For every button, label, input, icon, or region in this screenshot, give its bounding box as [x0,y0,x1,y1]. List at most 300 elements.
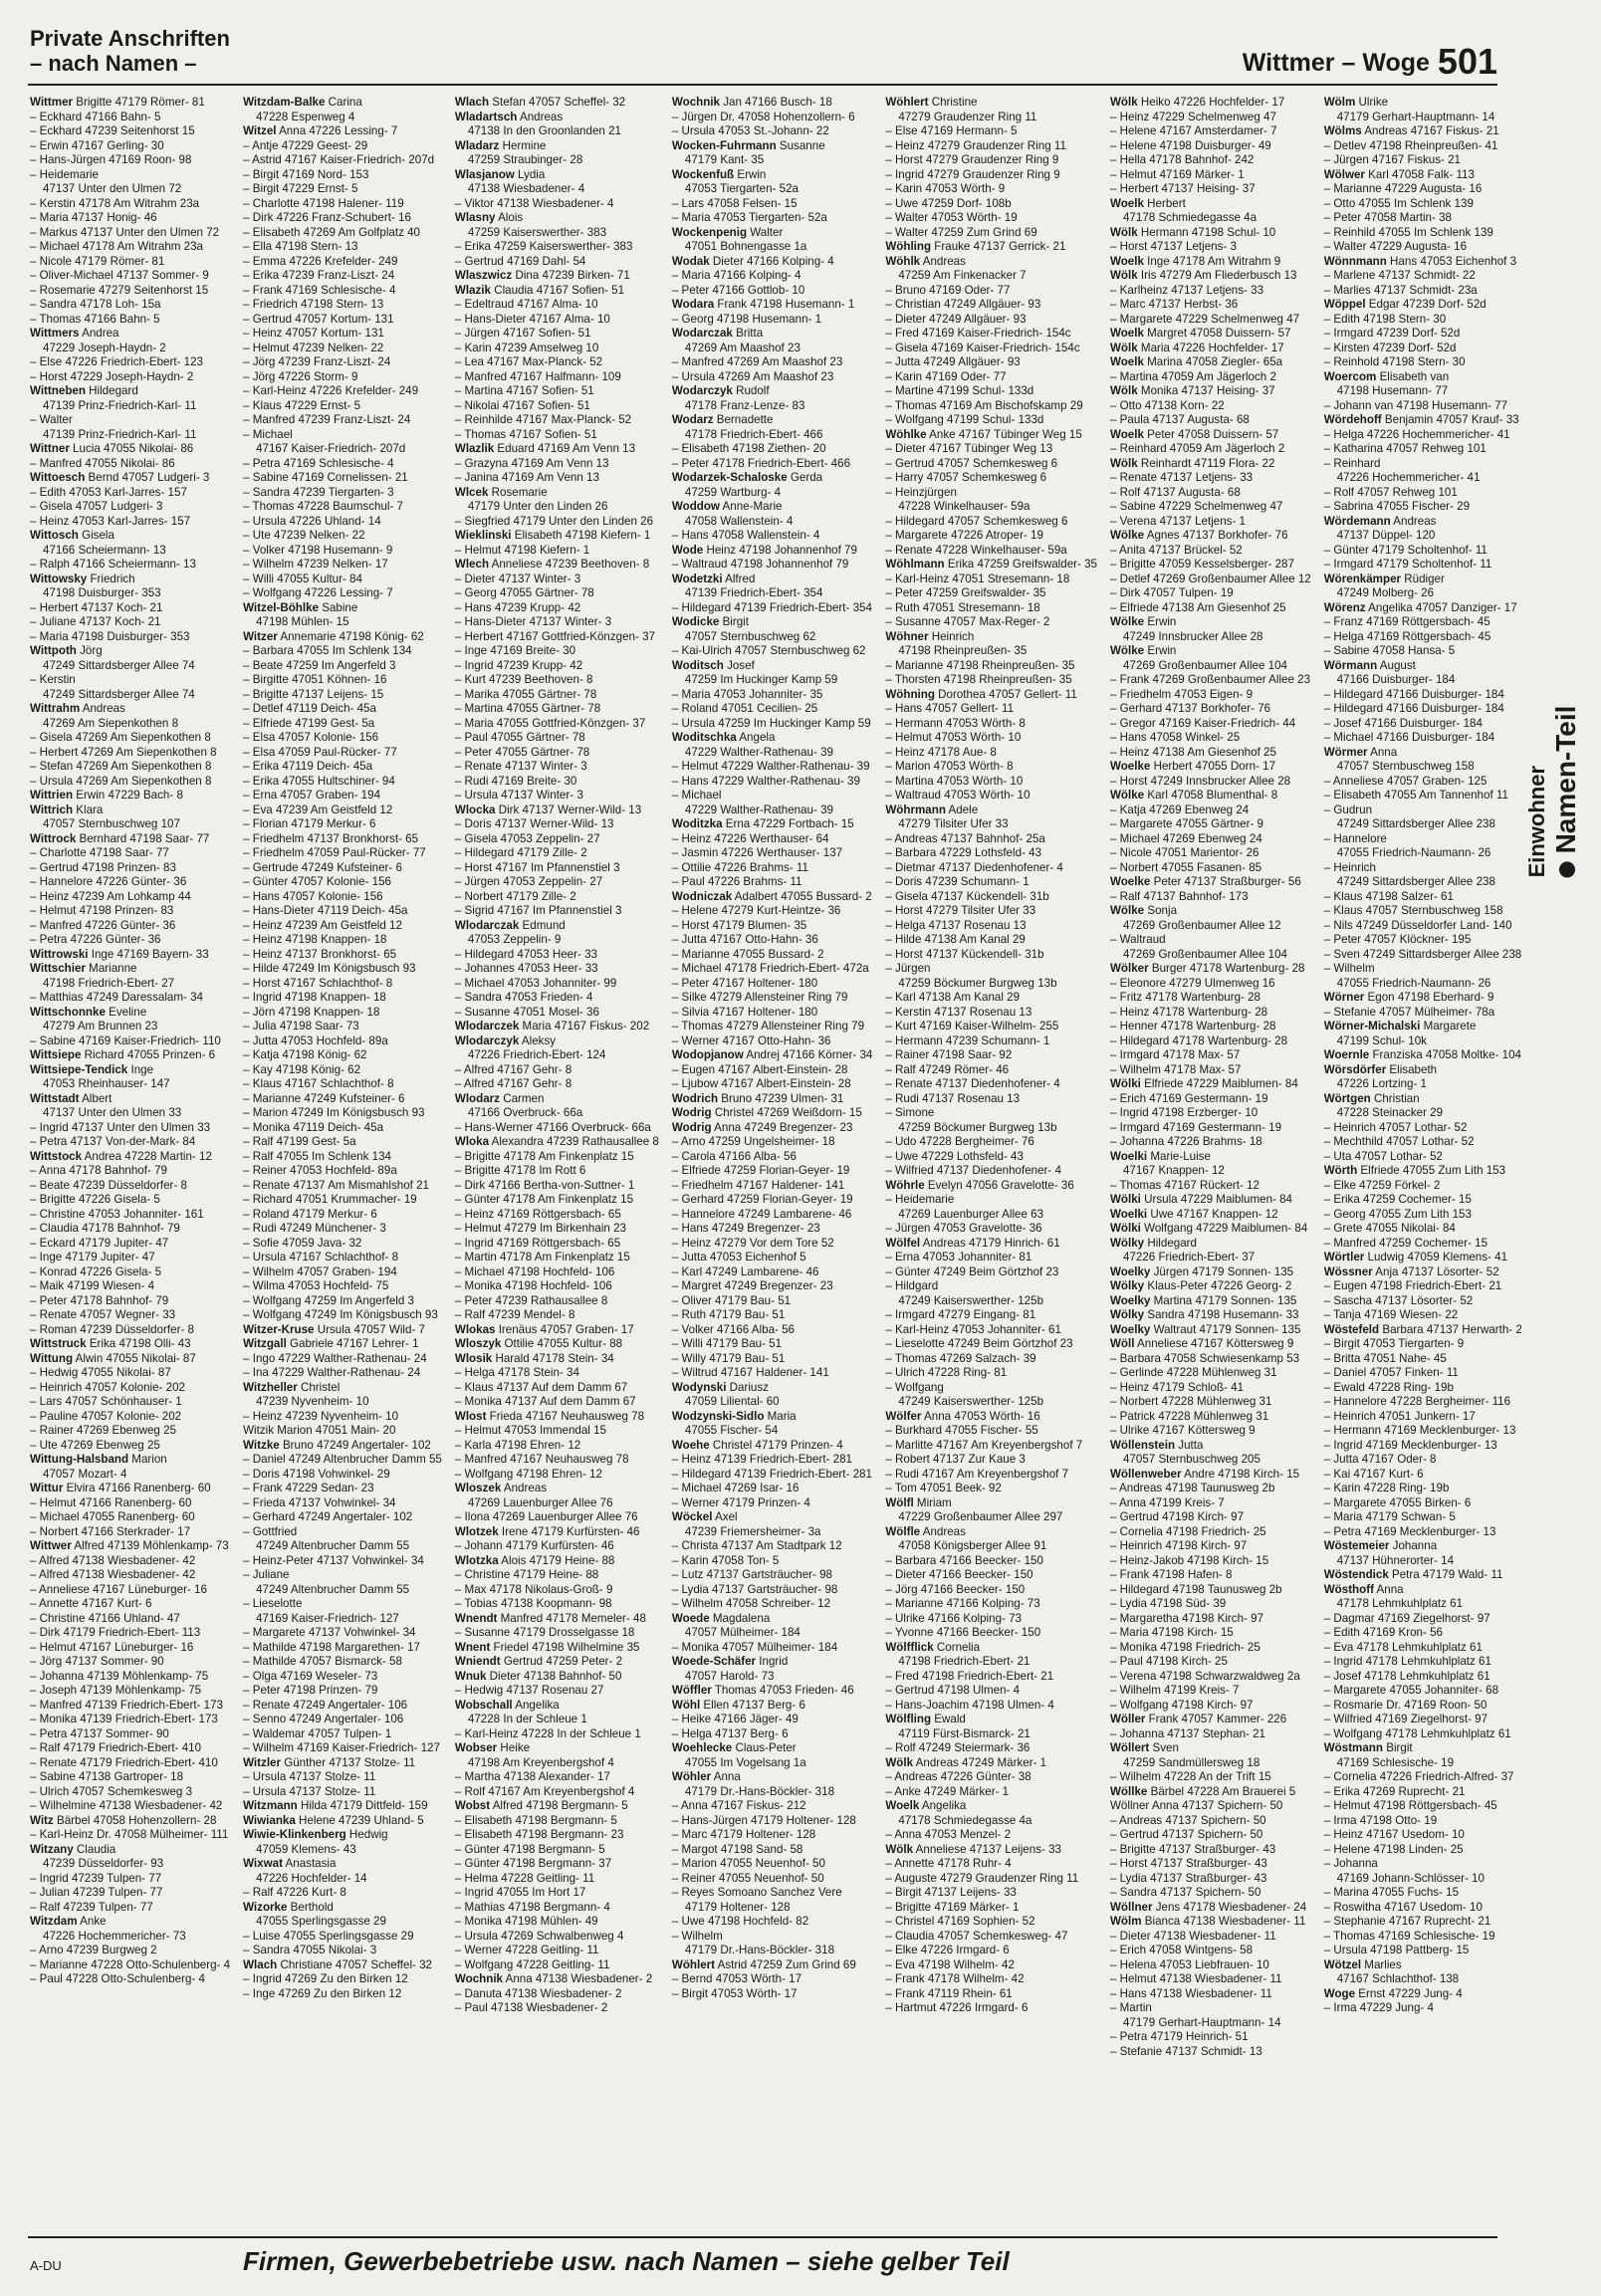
listing-entry: – Herbert 47167 Gottfried-Könzgen- 37 [454,629,655,643]
listing-entry: – Ljubow 47167 Albert-Einstein- 28 [671,1077,851,1090]
listing-entry: – Brigitte 47059 Kesselsberger- 287 [1109,558,1294,571]
listing-entry: – Helena 47053 Liebfrauen- 10 [1109,1957,1269,1971]
listing-entry: – Ingrid 47269 Zu den Birken 12 [243,1972,408,1985]
listing-entry-surname: Wlosik Harald 47178 Stein- 34 [454,1351,614,1365]
listing-entry: – Maria 47179 Schwan- 5 [1323,1510,1456,1523]
listing-entry: – Michael 47053 Johanniter- 99 [454,976,617,990]
listing-entry-surname: Wöller Frank 47057 Kammer- 226 [1109,1713,1287,1725]
listing-columns [30,96,1522,2224]
listing-entry: – Doris 47198 Vohwinkel- 29 [243,1467,390,1481]
listing-entry: – Robert 47137 Zur Kaue 3 [885,1453,1026,1466]
listing-entry-surname: Wodynski Dariusz [671,1380,769,1394]
listing-entry: – Nicole 47051 Marientor- 26 [1109,846,1259,859]
listing-entry: 47249 Altenbrucher Damm 55 [256,1539,410,1552]
listing-entry: – Brigitte 47226 Gisela- 5 [30,1193,160,1206]
listing-entry-surname: Woelke Peter 47137 Straßburger- 56 [1109,875,1301,888]
listing-entry: – Manfred 47269 Am Maashof 23 [671,355,843,368]
listing-entry-surname: Wnent Friedel 47198 Wilhelmine 35 [454,1640,640,1654]
listing-entry: – Helga 47137 Berg- 6 [671,1726,789,1740]
listing-entry: – Frank 47269 Großenbaumer Allee 23 [1109,673,1311,686]
listing-entry: – Heike 47166 Jäger- 49 [671,1713,799,1725]
listing-entry: – Monika 47198 Mühlen- 49 [454,1915,598,1928]
listing-entry: – Hannelore 47249 Lambarene- 46 [671,1207,852,1221]
listing-entry-surname: Wölke Erwin [1109,644,1177,657]
listing-entry: – Michael 47178 Am Witrahm 23a [30,240,203,253]
listing-column [672,96,872,2224]
listing-column [455,96,659,2224]
listing-entry: 47269 Großenbaumer Allee 104 [1122,658,1287,672]
listing-entry: – Oliver 47179 Bau- 51 [671,1293,792,1307]
listing-entry: – Karin 47239 Amselweg 10 [454,341,599,354]
listing-entry: 47239 Friemersheimer- 3a [684,1524,821,1538]
listing-entry: – Hans 47138 Wiesbadener- 11 [1109,1986,1272,2000]
listing-entry-surname: Wodarczak Britta [671,327,764,340]
listing-entry: 47269 Großenbaumer Allee 12 [1122,918,1281,932]
listing-entry: 47059 Liliental- 60 [684,1395,780,1408]
listing-entry: 47055 Friedrich-Naumann- 26 [1336,846,1491,859]
listing-entry: – Ursula 47167 Schlachthof- 8 [243,1251,399,1263]
listing-entry: – Marianne 47228 Otto-Schulenberg- 4 [30,1957,231,1971]
listing-entry-surname: Wölky Klaus-Peter 47226 Georg- 2 [1109,1279,1292,1292]
listing-entry: – Ulrike 47167 Köttersweg 9 [1109,1424,1256,1437]
listing-entry: – Horst 47279 Tilsiter Ufer 33 [885,904,1036,917]
listing-entry: – Thomas 47167 Sofien- 51 [454,427,597,441]
listing-entry: – Bernd 47053 Wörth- 17 [671,1972,802,1985]
listing-entry: – Kai-Ulrich 47057 Sternbuschweg 62 [671,644,866,657]
listing-entry: – Wolfgang 47198 Kirch- 97 [1109,1698,1254,1712]
listing-entry: – Ina 47229 Walther-Rathenau- 24 [243,1366,421,1379]
listing-entry-surname: Wnuk Dieter 47138 Bahnhof- 50 [454,1669,622,1683]
listing-entry: – Anna 47199 Kreis- 7 [1109,1495,1225,1509]
listing-entry-surname: Wittrich Klara [30,803,104,816]
listing-entry-surname: Wittur Elvira 47166 Ranenberg- 60 [30,1482,211,1494]
listing-entry: – Martina 47053 Wörth- 10 [885,774,1024,788]
listing-entry: – Susanne 47179 Drosselgasse 18 [454,1626,635,1639]
listing-entry-surname: Woelki Uwe 47167 Knappen- 12 [1109,1207,1278,1221]
listing-entry: – Gertrud 47057 Kortum- 131 [243,312,394,326]
listing-entry-surname: Wockenpenig Walter [671,225,784,239]
listing-entry: – Ralf 47249 Römer- 46 [885,1062,1010,1076]
listing-entry-surname: Wodarz Bernadette [671,413,774,426]
listing-entry: – Ingrid 47198 Erzberger- 10 [1109,1106,1258,1119]
listing-entry: 47269 Großenbaumer Allee 104 [1122,947,1287,961]
listing-entry: 47249 Sittardsberger Allee 74 [43,687,195,701]
listing-entry: – Ulrike 47166 Kolping- 73 [885,1611,1022,1625]
listing-entry: – Frank 47229 Sedan- 23 [243,1482,374,1494]
listing-entry: – Irmgard 47179 Scholtenhof- 11 [1323,558,1492,571]
listing-entry: – Elfriede 47199 Gest- 5a [243,716,375,730]
listing-entry: 47166 Scheiermann- 13 [43,543,166,557]
listing-entry: – Karin 47228 Ring- 19b [1323,1482,1450,1494]
listing-entry: 47139 Prinz-Friedrich-Karl- 11 [43,398,197,412]
listing-entry-surname: Woelk Peter 47058 Duissern- 57 [1109,427,1279,441]
listing-entry: – Hildegard 47179 Zille- 2 [454,846,587,859]
section-tab-line2: Namen-Teil [1550,705,1581,854]
listing-entry: – Wilhelm 47058 Schreiber- 12 [671,1597,831,1610]
listing-entry: 47179 Gerhart-Hauptmann- 14 [1336,110,1495,123]
listing-entry: 47057 Sternbuschweg 107 [43,817,180,830]
listing-entry: – Hans 47239 Krupp- 42 [454,600,581,614]
listing-entry: 47249 Innsbrucker Allee 28 [1122,629,1263,643]
listing-entry: – Wiltrud 47167 Haldener- 141 [671,1366,829,1379]
listing-entry: – Rudi 47137 Rosenau 13 [885,1091,1021,1105]
listing-entry: – Ursula 47269 Am Siepenkothen 8 [30,774,212,788]
listing-entry: – Paula 47137 Augusta- 68 [1109,413,1250,426]
listing-entry: – Olga 47169 Weseler- 73 [243,1669,378,1683]
listing-entry: – Klaus 47137 Auf dem Damm 67 [454,1380,628,1394]
listing-entry-surname: Wlasny Alois [454,211,524,224]
listing-entry: – Lydia 47137 Straßburger- 43 [1109,1871,1267,1885]
listing-entry-surname: Wlodarczak Edmund [454,918,566,932]
listing-entry: – Kai 47167 Kurt- 6 [1323,1467,1424,1481]
listing-entry: – Bruno 47169 Oder- 77 [885,283,1011,297]
listing-entry: – Brigitte 47137 Leijens- 15 [243,687,384,701]
listing-entry: – Uwe 47259 Dorf- 108b [885,196,1012,210]
listing-entry: 47057 Harold- 73 [684,1669,775,1683]
listing-entry: – Hans-Jürgen 47169 Roon- 98 [30,153,192,166]
listing-entry: – Heinz 47057 Kortum- 131 [243,327,384,340]
listing-entry-surname: Wöhning Dorothea 47057 Gellert- 11 [885,687,1077,701]
listing-entry: – Willy 47179 Bau- 51 [671,1351,786,1365]
listing-entry-surname: Wöckel Axel [671,1510,738,1523]
listing-entry: – Dagmar 47169 Ziegelhorst- 97 [1323,1611,1490,1625]
listing-entry: 47179 Kant- 35 [684,153,765,166]
listing-entry: – Ella 47198 Stern- 13 [243,240,358,253]
listing-entry: – Rosemarie 47279 Seitenhorst 15 [30,283,209,297]
listing-entry: – Helga 47169 Röttgersbach- 45 [1323,629,1491,643]
listing-entry: – Hannelore 47228 Bergheimer- 116 [1323,1395,1511,1408]
listing-entry-surname: Wodara Frank 47198 Husemann- 1 [671,298,855,311]
listing-entry-surname: Wodarzek-Schaloske Gerda [671,471,823,484]
listing-entry: – Arno 47239 Burgweg 2 [30,1944,157,1956]
listing-entry: – Wilhelm 47178 Max- 57 [1109,1062,1242,1076]
listing-column [1324,96,1522,2224]
listing-entry: – Marianne 47166 Kolping- 73 [885,1597,1040,1610]
listing-entry: 47269 Am Maashof 23 [684,341,800,354]
listing-entry: – Helmut 47053 Immendal 15 [454,1424,606,1437]
listing-entry: – Martin 47178 Am Finkenplatz 15 [454,1251,630,1263]
listing-entry-surname: Wittung-Halsband Marion [30,1453,167,1466]
listing-entry: – Georg 47055 Gärtner- 78 [454,586,594,599]
listing-entry: – Erika 47119 Deich- 45a [243,760,373,773]
listing-entry-surname: Wörmann August [1323,658,1416,672]
listing-entry: 47226 Lortzing- 1 [1336,1077,1427,1090]
listing-entry: – Jürgen 47053 Zeppelin- 27 [454,875,603,888]
listing-entry: – Hildegard 47053 Heer- 33 [454,947,597,961]
listing-entry: – Helene 47167 Amsterdamer- 7 [1109,124,1277,137]
listing-entry: – Marianne 47198 Rheinpreußen- 35 [885,658,1075,672]
listing-entry: – Kurt 47239 Beethoven- 8 [454,673,593,686]
listing-entry-surname: Wodzynski-Sidlo Maria [671,1409,797,1423]
listing-entry: 47228 Espenweg 4 [256,110,355,123]
listing-entry: – Birgitte 47051 Köhnen- 16 [243,673,387,686]
listing-entry: – Reinhilde 47167 Max-Planck- 52 [454,413,632,426]
listing-entry: – Edith 47198 Stern- 30 [1323,312,1447,326]
listing-entry: – Detlef 47119 Deich- 45a [243,702,376,715]
listing-entry: – Friedhelm 47053 Eigen- 9 [1109,687,1254,701]
listing-entry: – Irmgard 47169 Gestermann- 19 [1109,1120,1282,1134]
listing-entry: – Wolfgang 47226 Lessing- 7 [243,586,393,599]
listing-entry: – Sandra 47239 Tiergarten- 3 [243,485,394,499]
listing-entry-surname: Wittsiepe Richard 47055 Prinzen- 6 [30,1048,216,1061]
listing-column [243,96,442,2224]
listing-entry: 47198 Duisburger- 353 [43,586,161,599]
listing-entry: – Helmut 47166 Ranenberg- 60 [30,1495,192,1509]
listing-entry: – Klaus 47057 Sternbuschweg 158 [1323,904,1503,917]
listing-entry-surname: Wölk Monika 47137 Heising- 37 [1109,384,1275,397]
listing-entry: – Claudia 47178 Bahnhof- 79 [30,1222,180,1235]
listing-entry-surname: Wölki Elfriede 47229 Maiblumen- 84 [1109,1077,1298,1090]
listing-entry-surname: Wittner Lucia 47055 Nikolai- 86 [30,442,194,455]
listing-entry-surname: Woercom Elisabeth van [1323,369,1450,383]
listing-entry: – Birgit 47053 Tiergarten- 9 [1323,1337,1465,1350]
listing-entry-surname: Witzany Claudia [30,1842,116,1856]
listing-entry: 47167 Kaiser-Friedrich- 207d [256,442,406,455]
listing-column [30,96,230,2224]
listing-entry: – Gisela 47269 Am Siepenkothen 8 [30,731,211,744]
listing-entry: – Tom 47051 Beek- 92 [885,1482,1002,1494]
listing-entry: – Anita 47137 Brückel- 52 [1109,543,1243,557]
listing-entry: – Ursula 47259 Im Huckinger Kamp 59 [671,716,871,730]
listing-entry: – Renate 47249 Angertaler- 106 [243,1698,408,1712]
listing-entry: – Stefanie 47057 Mülheimer- 78a [1323,1005,1495,1019]
listing-entry: – Irmgard 47279 Eingang- 81 [885,1308,1036,1321]
listing-entry: 47055 Friedrich-Naumann- 26 [1336,976,1491,990]
listing-entry-surname: Wöstefeld Barbara 47137 Herwarth- 2 [1323,1322,1522,1336]
listing-entry: 47198 Am Kreyenbergshof 4 [467,1755,614,1769]
listing-entry-surname: Wölk Iris 47279 Am Fliederbusch 13 [1109,269,1297,282]
listing-entry: – Fred 47198 Friedrich-Ebert- 21 [885,1669,1054,1683]
listing-entry: 47179 Dr.-Hans-Böckler- 318 [684,1944,835,1956]
listing-entry: – Janina 47169 Am Venn 13 [454,471,599,484]
listing-entry-surname: Wöhlk Andreas [885,254,966,268]
listing-entry: – Ursula 47269 Schwalbenweg 4 [454,1929,624,1943]
listing-entry: – Andreas 47137 Bahnhof- 25a [885,831,1045,845]
listing-entry: – Hilde 47249 Im Königsbusch 93 [243,962,416,975]
listing-entry: – Elsa 47057 Kolonie- 156 [243,731,379,744]
listing-entry: – Günter 47249 Beim Görtzhof 23 [885,1264,1059,1278]
listing-entry: – Thomas 47269 Salzach- 39 [885,1351,1036,1365]
listing-entry: – Günter 47179 Scholtenhof- 11 [1323,543,1487,557]
listing-entry: – Patrick 47228 Mühlenweg 31 [1109,1409,1269,1423]
listing-entry: – Elisabeth 47269 Am Golfplatz 40 [243,225,420,239]
listing-entry: – Heinzjürgen [885,485,957,499]
listing-entry: – Helmut 47198 Prinzen- 83 [30,904,174,917]
listing-entry: – Julia 47198 Saar- 73 [243,1020,359,1033]
listing-entry: – Reinhild 47055 Im Schlenk 139 [1323,225,1493,239]
listing-entry-surname: Wölfel Andreas 47179 Hinrich- 61 [885,1236,1060,1250]
listing-entry: – Verena 47137 Letjens- 1 [1109,514,1246,528]
listing-entry: 47179 Unter den Linden 26 [467,500,608,513]
listing-entry: – Juliane [243,1568,290,1581]
listing-entry: – Erika 47259 Cochemer- 15 [1323,1193,1472,1206]
listing-entry-surname: Wörner Egon 47198 Eberhard- 9 [1323,991,1494,1004]
listing-entry: – Karin 47053 Wörth- 9 [885,182,1006,195]
listing-entry: 47279 Tilsiter Ufer 33 [898,817,1009,830]
listing-entry-surname: Wobschall Angelika [454,1698,560,1712]
listing-column [1110,96,1311,2224]
listing-entry: – Erika 47269 Ruprecht- 21 [1323,1784,1466,1798]
listing-entry: – Marianne 47249 Kufsteiner- 6 [243,1091,405,1105]
listing-entry: – Heinz 47179 Schloß- 41 [1109,1380,1245,1394]
listing-entry: 47137 Unter den Ulmen 33 [43,1106,182,1119]
listing-entry: – Gisela 47057 Ludgeri- 3 [30,500,163,513]
listing-entry: – Peter 47239 Rathausallee 8 [454,1293,608,1307]
listing-entry: – Rolf 47057 Rehweg 101 [1323,485,1458,499]
listing-entry: – Juliane 47137 Koch- 21 [30,615,161,628]
listing-entry: 47259 Kaiserswerther- 383 [467,225,607,239]
listing-entry: 47138 In den Groonlanden 21 [467,124,621,137]
listing-entry: – Sabine 47058 Hansa- 5 [1323,644,1456,657]
listing-entry: – Martina 47167 Sofien- 51 [454,384,594,397]
listing-entry-surname: Witzer-Kruse Ursula 47057 Wild- 7 [243,1322,425,1336]
listing-entry: – Rosmarie Dr. 47169 Roon- 50 [1323,1698,1487,1712]
listing-entry: – Susanne 47051 Mosel- 36 [454,1005,599,1019]
listing-entry: – Jutta 47249 Allgäuer- 93 [885,355,1021,368]
listing-entry: – Ingrid 47198 Knappen- 18 [243,991,386,1004]
listing-entry: – Ursula 47226 Uhland- 14 [243,514,381,528]
listing-entry-surname: Wöffler Thomas 47053 Frieden- 46 [671,1684,854,1697]
listing-entry-surname: Wlazlik Eduard 47169 Am Venn 13 [454,442,636,455]
listing-entry: – Susanne 47057 Max-Reger- 2 [885,615,1050,628]
listing-entry: – Karl-Heinz Dr. 47058 Mülheimer- 111 [30,1828,229,1841]
listing-entry: – Annette 47178 Ruhr- 4 [885,1857,1012,1870]
listing-entry: 47169 Schlesische- 19 [1336,1755,1455,1769]
listing-entry-surname: Wittstadt Albert [30,1091,113,1105]
listing-entry: – Luise 47055 Sperlingsgasse 29 [243,1929,414,1943]
listing-entry-surname: Wöhrmann Adele [885,803,979,816]
listing-entry: – Sandra 47137 Spichern- 50 [1109,1886,1261,1899]
listing-entry: – Marlitte 47167 Am Kreyenbergshof 7 [885,1438,1083,1452]
listing-entry: – Gertrud 47057 Schemkesweg 6 [885,456,1058,470]
listing-entry: – Erika 47239 Franz-Liszt- 24 [243,269,395,282]
listing-entry: – Jörg 47137 Sommer- 90 [30,1655,164,1668]
listing-entry: – Hilde 47138 Am Kanal 29 [885,933,1026,946]
listing-entry: 47178 Lehmkuhlplatz 61 [1336,1597,1464,1610]
listing-entry-surname: Wlcek Rosemarie [454,485,548,499]
listing-entry-surname: Witzgall Gabriele 47167 Lehrer- 1 [243,1337,419,1350]
listing-entry-surname: Woelky Jürgen 47179 Sonnen- 135 [1109,1264,1294,1278]
listing-entry: – Heinz 47239 Am Geistfeld 12 [243,918,402,932]
listing-entry: – Wolfgang [885,1380,944,1394]
listing-entry: 47259 Sandmüllersweg 18 [1122,1755,1260,1769]
listing-entry: – Horst 47137 Kückendell- 31b [885,947,1044,961]
listing-entry: – Horst 47249 Innsbrucker Allee 28 [1109,774,1291,788]
listing-entry: – Willi 47055 Kultur- 84 [243,572,362,585]
listing-entry-surname: Wölfflick Cornelia [885,1640,981,1654]
directory-title [30,26,230,76]
listing-entry-surname: Woelk Angelika [885,1799,967,1812]
listing-entry: – Ursula 47198 Pattberg- 15 [1323,1944,1470,1956]
listing-entry: – Ulrich 47228 Ring- 81 [885,1366,1008,1379]
listing-entry: – Elfriede 47138 Am Giesenhof 25 [1109,600,1286,614]
listing-entry: – Johanna 47139 Möhlenkamp- 75 [30,1669,209,1683]
listing-entry: – Waldemar 47057 Tulpen- 1 [243,1726,392,1740]
listing-entry: – Jörn 47198 Knappen- 18 [243,1005,380,1019]
listing-entry-surname: Wölky Hildegard [1109,1236,1197,1250]
listing-entry: – Jutta 47167 Otto-Hahn- 36 [671,933,818,946]
listing-entry: – Hans 47229 Walther-Rathenau- 39 [671,774,860,788]
listing-entry: – Detlev 47198 Rheinpreußen- 41 [1323,138,1498,152]
listing-entry: – Manfred 47259 Cochemer- 15 [1323,1236,1488,1250]
footer-rule [28,2236,1497,2238]
listing-entry-surname: Wittrock Bernhard 47198 Saar- 77 [30,831,210,845]
listing-entry: – Karl 47138 Am Kanal 29 [885,991,1021,1004]
listing-entry: – Anke 47249 Märker- 1 [885,1784,1010,1798]
listing-entry-surname: Wnendt Manfred 47178 Memeler- 48 [454,1611,646,1625]
listing-entry: – Jutta 47053 Hochfeld- 89a [243,1033,388,1047]
listing-entry: – Rolf 47167 Am Kreyenbergshof 4 [454,1784,635,1798]
listing-entry-surname: Woditschka Angela [671,731,776,744]
listing-entry: – Waltraud 47053 Wörth- 10 [885,789,1030,802]
listing-entry: 47226 Hochemmericher- 73 [43,1929,186,1943]
listing-entry-surname: Wloka Alexandra 47239 Rathausallee 8 [454,1135,659,1148]
listing-entry: – Michael [243,427,293,441]
listing-entry: – Lars 47058 Felsen- 15 [671,196,798,210]
listing-entry: – Christian 47249 Allgäuer- 93 [885,298,1041,311]
listing-entry-surname: Wittmers Andrea [30,327,119,340]
listing-entry: – Joseph 47139 Möhlenkamp- 75 [30,1684,202,1697]
listing-entry: – Marina 47055 Fuchs- 15 [1323,1886,1460,1899]
listing-entry: – Alfred 47138 Wiesbadener- 42 [30,1568,196,1581]
listing-entry: – Petra 47137 Von-der-Mark- 84 [30,1135,196,1148]
listing-entry: – Heidemarie [30,167,99,181]
listing-entry: – Marika 47055 Gärtner- 78 [454,687,597,701]
listing-entry: 47249 Sittardsberger Allee 238 [1336,875,1495,888]
listing-entry: – Helmut 47279 Im Birkenhain 23 [454,1222,626,1235]
listing-entry: – Brigitte 47178 Am Finkenplatz 15 [454,1149,634,1163]
listing-entry: – Martina 47055 Gärtner- 78 [454,702,601,715]
listing-entry: – Peter 47166 Gottlob- 10 [671,283,805,297]
listing-entry: – Maria 47198 Duisburger- 353 [30,629,190,643]
listing-entry: – Erna 47053 Johanniter- 81 [885,1251,1032,1263]
listing-entry: – Anna 47167 Fiskus- 212 [671,1799,806,1812]
listing-entry: – Barbara 47058 Schwiesenkamp 53 [1109,1351,1300,1365]
listing-entry: – Max 47178 Nikolaus-Groß- 9 [454,1582,613,1596]
listing-entry: – Wilhelm 47199 Kreis- 7 [1109,1684,1240,1697]
listing-entry: – Frank 47198 Hafen- 8 [1109,1568,1233,1581]
listing-entry: – Kerstin 47137 Rosenau 13 [885,1005,1032,1019]
listing-entry: – Manfred 47226 Günter- 36 [30,918,176,932]
listing-entry: – Horst 47137 Letjens- 3 [1109,240,1237,253]
listing-entry: – Matthias 47249 Daressalam- 34 [30,991,203,1004]
listing-entry: – Dieter 47249 Allgäuer- 93 [885,312,1027,326]
listing-entry: – Dieter 47166 Beecker- 150 [885,1568,1033,1581]
listing-entry: – Cornelia 47198 Friedrich- 25 [1109,1524,1266,1538]
listing-entry: – Roland 47051 Cecilien- 25 [671,702,818,715]
listing-entry-surname: Wölfl Miriam [885,1495,952,1509]
listing-entry: 47226 Friedrich-Ebert- 124 [467,1048,606,1061]
listing-entry: – Josef 47166 Duisburger- 184 [1323,716,1483,730]
listing-entry: – Senno 47249 Angertaler- 106 [243,1713,404,1725]
listing-entry: – Heinz 47053 Karl-Jarres- 157 [30,514,191,528]
listing-entry: – Frank 47119 Rhein- 61 [885,1986,1013,2000]
listing-entry: – Gottfried [243,1524,298,1538]
listing-entry: – Elfriede 47259 Florian-Geyer- 19 [671,1164,850,1177]
listing-entry: – Tobias 47138 Koopmann- 98 [454,1597,612,1610]
listing-entry-surname: Wobst Alfred 47198 Bergmann- 5 [454,1799,628,1812]
listing-entry: – Wilhelm [1323,962,1375,975]
listing-entry: – Paul 47198 Kirch- 25 [1109,1655,1228,1668]
listing-entry: – Jürgen Dr. 47058 Hohenzollern- 6 [671,110,855,123]
listing-entry: – Martin [1109,2001,1152,2014]
listing-entry: 47166 Overbruck- 66a [467,1106,583,1119]
listing-entry: – Marc 47179 Holtener- 128 [671,1828,816,1841]
listing-entry: – Auguste 47279 Graudenzer Ring 11 [885,1871,1079,1885]
listing-entry: – Barbara 47166 Beecker- 150 [885,1553,1043,1567]
listing-entry: – Helmut 47198 Kiefern- 1 [454,543,590,557]
listing-entry: – Heinz 47178 Aue- 8 [885,745,997,759]
